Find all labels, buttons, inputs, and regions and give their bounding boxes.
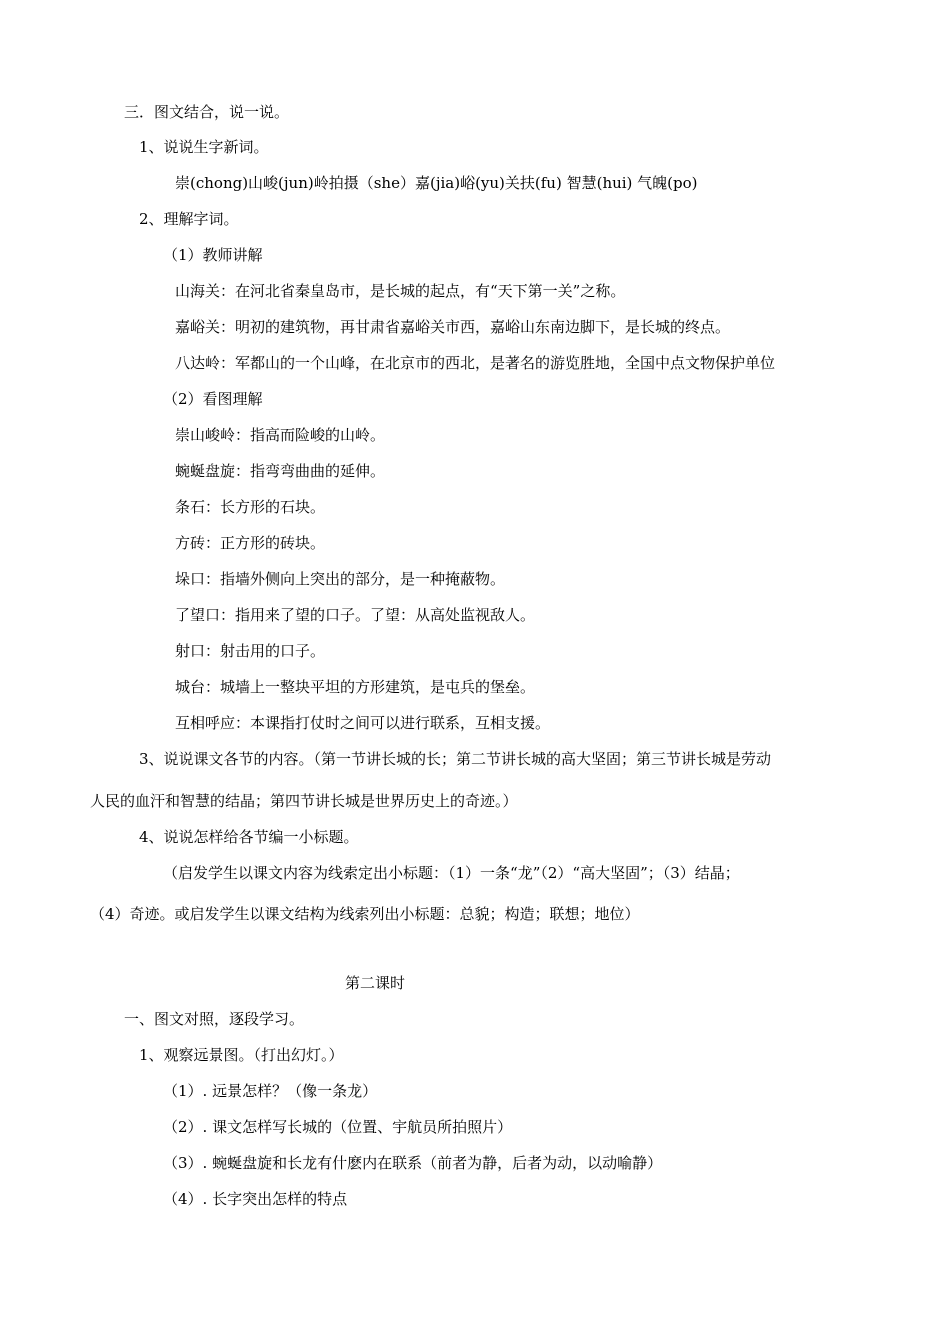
term-definition: 山海关：在河北省秦皇岛市，是长城的起点，有“天下第一关”之称。 bbox=[175, 282, 626, 300]
term-definition: 城台：城墙上一整块平坦的方形建筑，是屯兵的堡垒。 bbox=[175, 678, 536, 696]
sub-1-title: （1）教师讲解 bbox=[163, 246, 263, 264]
question-line: （4）. 长字突出怎样的特点 bbox=[163, 1190, 348, 1208]
term-definition: 了望口：指用来了望的口子。了望：从高处监视敌人。 bbox=[175, 606, 536, 624]
item-3-line-2: 人民的血汗和智慧的结晶；第四节讲长城是世界历史上的奇迹。） bbox=[90, 792, 518, 810]
term-definition: 条石：长方形的石块。 bbox=[175, 498, 326, 516]
question-line: （2）. 课文怎样写长城的（位置、宇航员所拍照片） bbox=[163, 1118, 513, 1136]
lesson-item-1-title: 1、观察远景图。（打出幻灯。） bbox=[139, 1046, 344, 1064]
section-heading: 三．图文结合，说一说。 bbox=[124, 103, 290, 121]
question-line: （3）. 蜿蜒盘旋和长龙有什麽内在联系（前者为静，后者为动，以动喻静） bbox=[163, 1154, 663, 1172]
sub-2-title: （2）看图理解 bbox=[163, 390, 263, 408]
term-definition: 方砖：正方形的砖块。 bbox=[175, 534, 326, 552]
term-definition: 蜿蜒盘旋：指弯弯曲曲的延伸。 bbox=[175, 462, 386, 480]
item-2-title: 2、理解字词。 bbox=[139, 210, 239, 228]
term-definition: 崇山峻岭：指高而险峻的山岭。 bbox=[175, 426, 386, 444]
term-definition: 互相呼应：本课指打仗时之间可以进行联系，互相支援。 bbox=[175, 714, 551, 732]
item-4-title: 4、说说怎样给各节编一小标题。 bbox=[139, 828, 359, 846]
term-definition: 垛口：指墙外侧向上突出的部分，是一种掩蔽物。 bbox=[175, 570, 506, 588]
lesson-title: 第二课时 bbox=[344, 974, 405, 992]
new-words-line: 崇(chong)山峻(jun)岭拍摄（she）嘉(jia)峪(yu)关扶(fu) 智慧(hui) 气魄(po) bbox=[175, 174, 698, 192]
term-definition: 八达岭：军都山的一个山峰，在北京市的西北，是著名的游览胜地，全国中点文物保护单位 bbox=[175, 354, 776, 372]
lesson-heading: 一、图文对照，逐段学习。 bbox=[124, 1010, 305, 1028]
question-line: （1）. 远景怎样？（像一条龙） bbox=[163, 1082, 378, 1100]
term-definition: 嘉峪关：明初的建筑物，再甘肃省嘉峪关市西，嘉峪山东南边脚下，是长城的终点。 bbox=[175, 318, 731, 336]
item-1-title: 1、说说生字新词。 bbox=[139, 138, 269, 156]
item-4-line-1: （启发学生以课文内容为线索定出小标题：（1）一条“龙”（2）“高大坚固”；（3）结晶； bbox=[163, 864, 740, 882]
item-4-line-2: （4）奇迹。或启发学生以课文结构为线索列出小标题：总貌；构造；联想；地位） bbox=[90, 905, 640, 923]
term-definition: 射口：射击用的口子。 bbox=[175, 642, 326, 660]
item-3-line-1: 3、说说课文各节的内容。（第一节讲长城的长；第二节讲长城的高大坚固；第三节讲长城是劳动 bbox=[139, 750, 772, 768]
